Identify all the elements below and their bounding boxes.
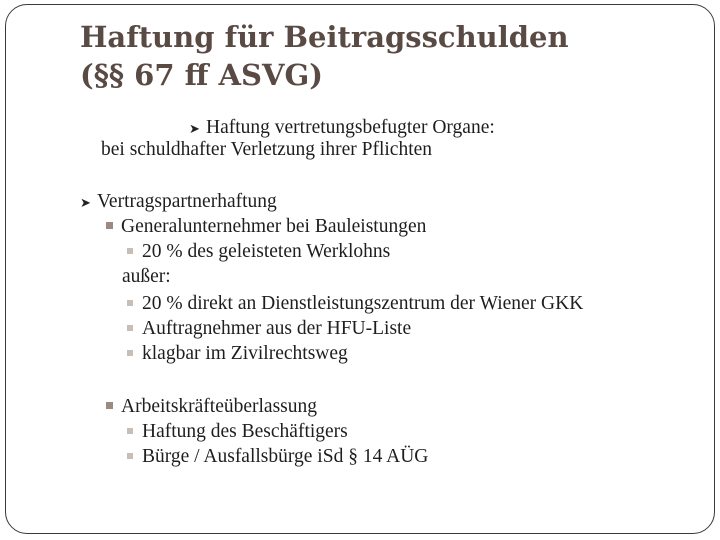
slide-title bbox=[80, 18, 569, 94]
square-bullet-icon bbox=[127, 453, 133, 459]
title-line-1: Haftung für Beitragsschulden bbox=[80, 20, 569, 54]
arrow-bullet-icon: ➤ bbox=[80, 196, 91, 211]
bullet-text: 20 % des geleisteten Werklohns bbox=[142, 241, 391, 262]
square-bullet-icon bbox=[127, 428, 133, 434]
square-bullet-icon bbox=[106, 222, 113, 229]
ausser-label: außer: bbox=[122, 266, 171, 287]
bullet-text: Arbeitskräfteüberlassung bbox=[121, 396, 318, 417]
square-bullet-icon bbox=[127, 325, 133, 331]
bullet-text: Bürge / Ausfallsbürge iSd § 14 AÜG bbox=[142, 446, 429, 467]
sub-sub-bullet bbox=[127, 240, 390, 264]
bullet-text: Auftragnehmer aus der HFU-Liste bbox=[142, 318, 412, 339]
title-line-2: (§§ 67 ff ASVG) bbox=[80, 58, 323, 92]
sub-sub-bullet bbox=[127, 342, 348, 366]
sub-sub-bullet bbox=[127, 317, 411, 341]
sub-sub-bullet bbox=[127, 445, 428, 469]
sub-sub-bullet bbox=[127, 292, 583, 316]
arrow-bullet-icon: ➤ bbox=[189, 122, 200, 137]
square-bullet-icon bbox=[106, 402, 113, 409]
bullet-text: Vertragspartnerhaftung bbox=[97, 191, 277, 212]
square-bullet-icon bbox=[127, 248, 133, 254]
sub-bullet-arbeitskraefteueberlassung bbox=[106, 395, 317, 419]
bullet-text: klagbar im Zivilrechtsweg bbox=[142, 343, 348, 364]
square-bullet-icon bbox=[127, 300, 133, 306]
sub-sub-bullet bbox=[127, 420, 348, 444]
bullet-text: Haftung vertretungsbefugter Organe: bbox=[206, 117, 495, 138]
bullet-text: Generalunternehmer bei Bauleistungen bbox=[121, 216, 427, 237]
square-bullet-icon bbox=[127, 350, 133, 356]
bullet-vertragspartnerhaftung bbox=[80, 190, 277, 216]
bullet-continuation: bei schuldhafter Verletzung ihrer Pflichten bbox=[101, 139, 433, 160]
bullet-text: Haftung des Beschäftigers bbox=[142, 421, 348, 442]
sub-bullet-generalunternehmer bbox=[106, 215, 426, 239]
bullet-text: 20 % direkt an Dienstleistungszentrum der Wiener GKK bbox=[142, 293, 584, 314]
